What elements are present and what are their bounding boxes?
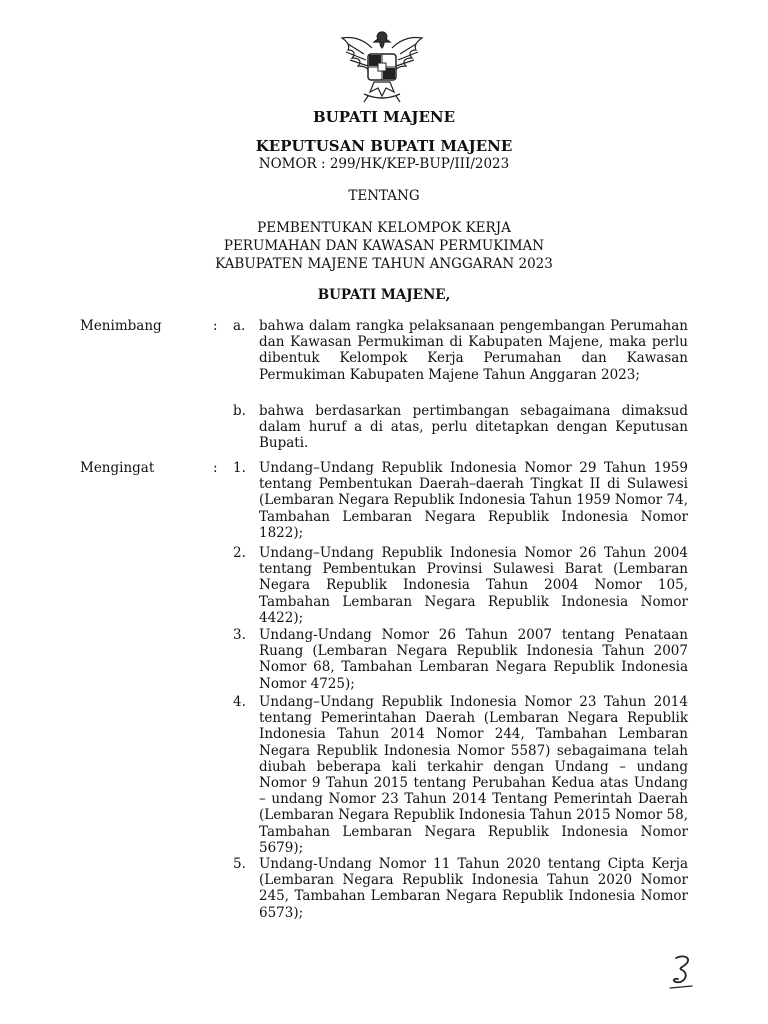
subject-line: PERUMAHAN DAN KAWASAN PERMUKIMAN [223, 238, 545, 254]
subject-line: KABUPATEN MAJENE TAHUN ANGGARAN 2023 [215, 256, 553, 272]
mengingat-label: Mengingat [80, 460, 155, 476]
menimbang-item: bahwa berdasarkan pertimbangan sebagaimana dimaksud dalam huruf a di atas, perlu ditetapkan dengan Keputusan Bupati. [259, 403, 688, 452]
mengingat-item: Undang–Undang Republik Indonesia Nomor 26 Tahun 2004 tentang Pembentukan Provinsi Sulawesi Barat (Lembaran Negara Republik Indonesia Tahun 2004 Nomor 105, Tambahan Lembaran Negara Republik Indonesia Nomor 4422); [259, 545, 688, 626]
mengingat-item: Undang–Undang Republik Indonesia Nomor 29 Tahun 1959 tentang Pembentukan Daerah–daerah Tingkat II di Sulawesi (Lembaran Negara Republik Indonesia Tahun 1959 Nomor 74, Tambahan Lembaran Negara Republik Indonesia Nomor 1822); [259, 460, 688, 541]
handwritten-initial-icon [662, 952, 702, 992]
menimbang-label: Menimbang [80, 318, 162, 334]
decree-number: NOMOR : 299/HK/KEP-BUP/III/2023 [258, 156, 510, 172]
about-label: TENTANG [348, 188, 420, 204]
subject-line: PEMBENTUKAN KELOMPOK KERJA [257, 220, 511, 236]
item-marker: 1. [233, 460, 246, 476]
issuer-heading: BUPATI MAJENE, [317, 287, 451, 303]
item-marker: 2. [233, 545, 246, 561]
item-marker: a. [233, 318, 246, 334]
garuda-emblem-icon [334, 26, 430, 108]
item-marker: b. [233, 403, 246, 419]
item-marker: 3. [233, 627, 246, 643]
item-marker: 5. [233, 856, 246, 872]
decree-title: KEPUTUSAN BUPATI MAJENE [255, 137, 513, 155]
regent-title: BUPATI MAJENE [312, 108, 456, 126]
mengingat-colon: : [213, 460, 218, 476]
mengingat-item: Undang-Undang Nomor 26 Tahun 2007 tentang Penataan Ruang (Lembaran Negara Republik Indonesia Tahun 2007 Nomor 68, Tambahan Lembaran Negara Republik Indonesia Nomor 4725); [259, 627, 688, 692]
menimbang-colon: : [213, 318, 218, 334]
mengingat-item: Undang–Undang Republik Indonesia Nomor 23 Tahun 2014 tentang Pemerintahan Daerah (Lembaran Negara Republik Indonesia Tahun 2014 Nomor 244, Tambahan Lembaran Negara Republik Indonesia Nomor 5587) sebagaimana telah diubah beberapa kali terkahir dengan Undang – undang Nomor 9 Tahun 2015 tentang Perubahan Kedua atas Undang – undang Nomor 23 Tahun 2014 Tentang Pemerintah Daerah (Lembaran Negara Republik Indonesia Tahun 2015 Nomor 58, Tambahan Lembaran Negara Republik Indonesia Nomor 5679); [259, 694, 688, 856]
menimbang-item: bahwa dalam rangka pelaksanaan pengembangan Perumahan dan Kawasan Permukiman di Kabupaten Majene, maka perlu dibentuk Kelompok Kerja Perumahan dan Kawasan Permukiman Kabupaten Majene Tahun Anggaran 2023; [259, 318, 688, 383]
mengingat-item: Undang-Undang Nomor 11 Tahun 2020 tentang Cipta Kerja (Lembaran Negara Republik Indonesia Tahun 2020 Nomor 245, Tambahan Lembaran Negara Republik Indonesia Nomor 6573); [259, 856, 688, 921]
item-marker: 4. [233, 694, 246, 710]
